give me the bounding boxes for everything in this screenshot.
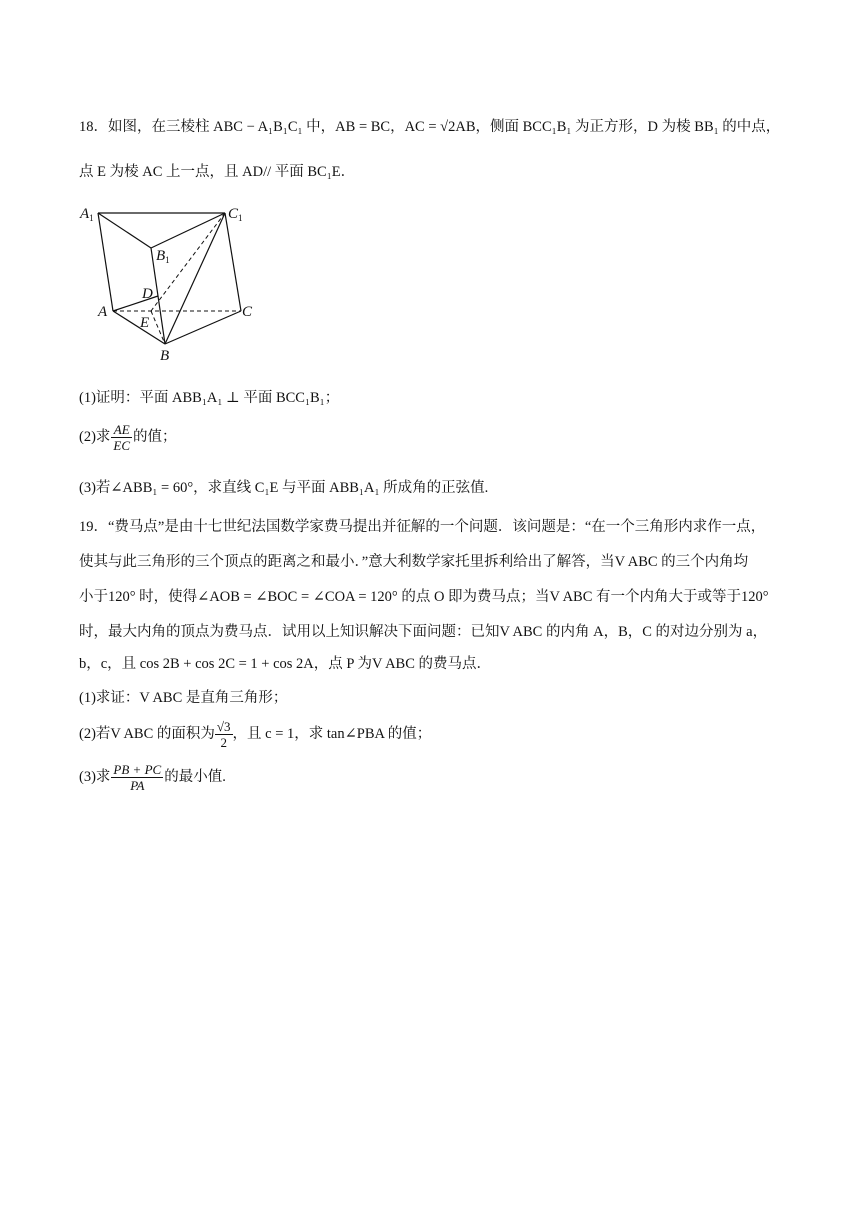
q18-part2-suffix: 的值； — [133, 429, 177, 445]
edge-cc1 — [225, 213, 241, 311]
fraction-numerator: PB + PC — [113, 762, 162, 778]
label-b: B — [160, 348, 170, 364]
q19-part2-fraction — [215, 719, 233, 750]
fraction-denominator: EC — [113, 438, 131, 454]
label-b1: $B_1$ — [156, 248, 170, 265]
q19-part3 — [79, 762, 779, 793]
edge-ab — [113, 311, 165, 344]
label-c1: $C_1$ — [228, 206, 243, 223]
fraction-denominator: PA — [130, 778, 145, 794]
q18-stem-line2: 点 E 为棱 AC 上一点，且 AD// 平面 BC₁E． — [79, 164, 356, 180]
label-a1: $A_1$ — [80, 206, 94, 223]
prism-diagram — [78, 200, 268, 370]
fraction-denominator: 2 — [220, 735, 227, 751]
q19-stem-line5: b，c，且 cos 2B + cos 2C = 1 + cos 2A，点 P 为V ABC 的费马点． — [79, 656, 492, 672]
q19-stem-line3: 小于120° 时，使得∠AOB = ∠BOC = ∠COA = 120° 的点 O 即为费马点；当V ABC 有一个内角大于或等于120° — [79, 589, 769, 605]
edge-aa1 — [98, 213, 113, 311]
q19-part3-fraction — [111, 762, 163, 793]
q19-stem-line4: 时，最大内角的顶点为费马点．试用以上知识解决下面问题：已知V ABC 的内角 A，B，C 的对边分别为 a， — [79, 624, 768, 640]
q19-part2 — [79, 718, 779, 750]
q19-part2-suffix: ，且 c = 1，求 tan∠PBA 的值； — [232, 726, 432, 742]
label-c: C — [242, 304, 253, 320]
q18-part2-prefix: (2)求 — [79, 429, 111, 445]
edge-a1b1 — [98, 213, 151, 248]
edge-b1c1 — [151, 213, 225, 248]
q19-stem-line2: 使其与此三角形的三个顶点的距离之和最小．”意大利数学家托里拆利给出了解答，当V ABC 的三个内角均 — [79, 554, 749, 570]
q18-part2 — [79, 422, 779, 453]
q19-stem-line1: 19．“费马点”是由十七世纪法国数学家费马提出并征解的一个问题．该问题是：“在一个三角形内求作一点， — [79, 519, 766, 535]
prism-figure — [78, 200, 268, 370]
q18-part1: (1)证明：平面 ABB₁A₁ ⊥ 平面 BCC₁B₁； — [79, 390, 340, 406]
q19-part3-prefix: (3)求 — [79, 769, 111, 785]
q19-part2-prefix: (2)若V ABC 的面积为 — [79, 726, 215, 742]
edge-bc — [165, 311, 241, 344]
segment-bc1 — [165, 213, 225, 344]
q18-part2-fraction — [111, 422, 132, 453]
label-e: E — [140, 315, 150, 331]
fraction-numerator: AE — [111, 422, 132, 438]
q19-part1: (1)求证：V ABC 是直角三角形； — [79, 690, 288, 706]
label-d: D — [142, 286, 153, 302]
q19-part3-suffix: 的最小值. — [164, 769, 226, 785]
q18-stem-line1: 18．如图，在三棱柱 ABC − A₁B₁C₁ 中，AB = BC，AC = √2AB，侧面 BCC₁B₁ 为正方形，D 为棱 BB₁ 的中点， — [79, 119, 781, 135]
q18-part3: (3)若∠ABB₁ = 60°，求直线 C₁E 与平面 ABB₁A₁ 所成角的正弦值. — [79, 480, 489, 496]
fraction-numerator: √3 — [216, 719, 231, 735]
label-a: A — [98, 304, 108, 320]
